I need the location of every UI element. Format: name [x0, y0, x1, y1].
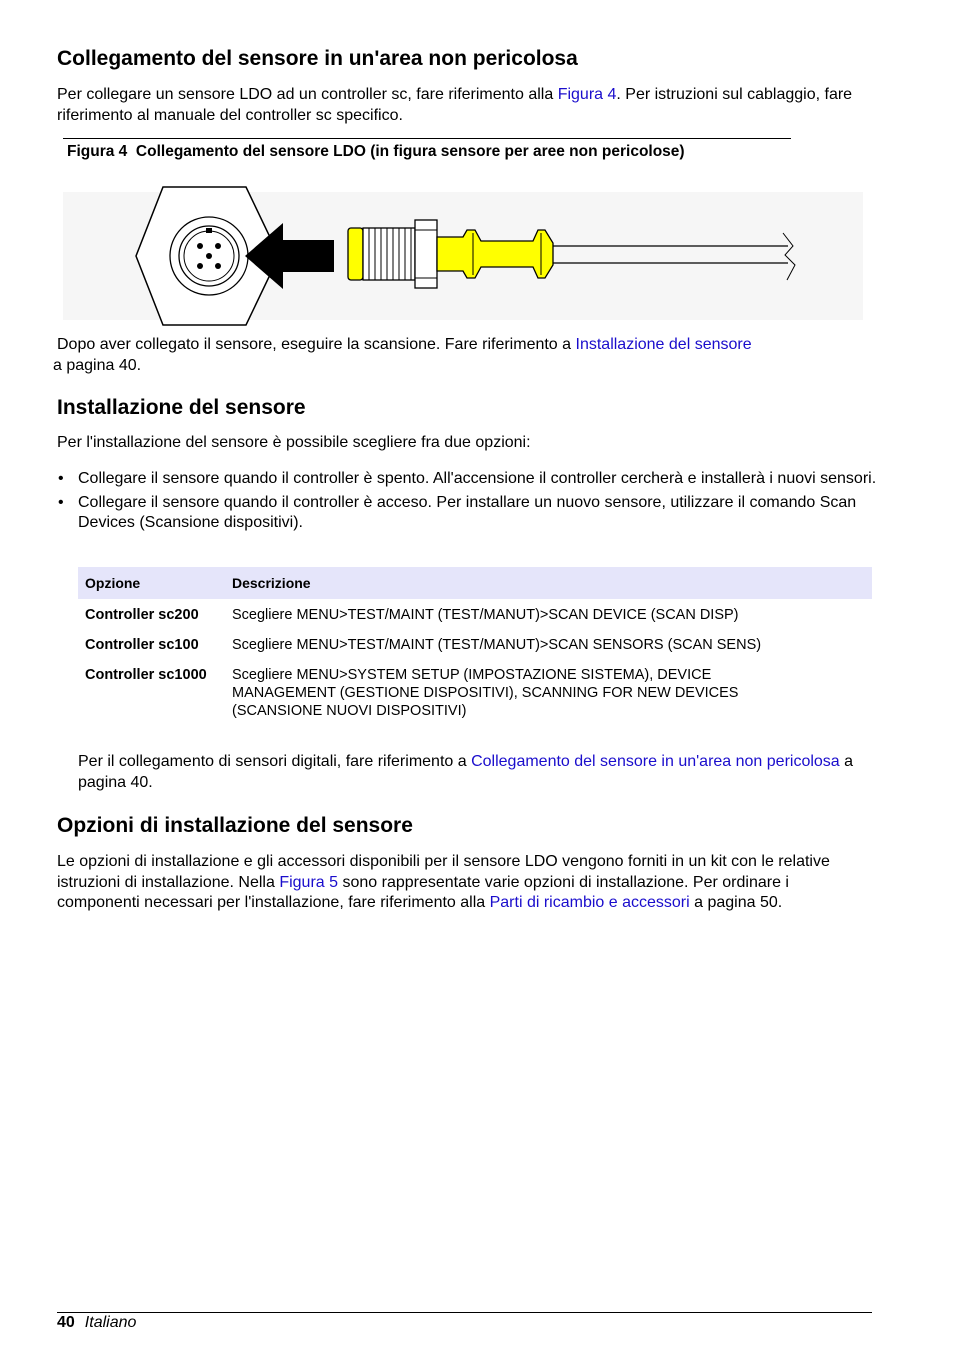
options-text-2: sono rappresentate varie opzioni di installazione. Per ordinare i componenti necessari per l'installazione, fare riferimento alla	[57, 873, 789, 911]
table-row	[78, 659, 872, 725]
option-cell: Controller sc100	[85, 637, 199, 653]
options-table	[78, 567, 872, 725]
bullet-icon: •	[58, 493, 64, 511]
bullet-text: Collegare il sensore quando il controller è acceso. Per installare un nuovo sensore, utilizzare il comando Scan Devices (Scansione dispositivi).	[78, 493, 857, 531]
footer-language: Italiano	[84, 1314, 137, 1331]
digital-sensor-note	[78, 752, 868, 793]
table-header-row	[78, 567, 872, 599]
column-header-option: Opzione	[78, 567, 225, 599]
options-text-1: Le opzioni di installazione e gli accessori disponibili per il sensore LDO vengono forniti in un kit con le relative istruzioni di installazione. Nella	[57, 853, 830, 891]
after-figure-text-start: Dopo aver collegato il sensore, eseguire la scansione. Fare riferimento a	[57, 336, 576, 353]
options-text-3: a pagina 50.	[689, 894, 783, 911]
parti-ricambio-link[interactable]: Parti di ricambio e accessori	[489, 894, 690, 911]
description-cell: Scegliere MENU>TEST/MAINT (TEST/MANUT)>SCAN DEVICE (SCAN DISP)	[232, 607, 739, 623]
pin-3	[197, 263, 203, 269]
figure-label: Figura 4	[67, 143, 128, 160]
ldo-connection-figure	[63, 185, 863, 327]
bullet-icon: •	[58, 470, 64, 487]
install-options-paragraph	[57, 852, 865, 914]
note-text-start: Per il collegamento di sensori digitali, fare riferimento a	[78, 753, 472, 770]
installation-options-list	[58, 469, 878, 537]
section-heading-connection: Collegamento del sensore in un'area non pericolosa	[57, 47, 578, 70]
installation-intro: Per l'installazione del sensore è possibile scegliere fra due opzioni:	[57, 434, 531, 451]
after-figure-text-end: a pagina 40.	[53, 356, 142, 374]
figura-4-link[interactable]: Figura 4	[557, 86, 617, 103]
connection-paragraph	[57, 85, 857, 126]
collegamento-sensore-link[interactable]: Collegamento del sensore in un'area non pericolosa	[471, 753, 840, 770]
pin-2	[215, 243, 221, 249]
figure-caption	[67, 143, 685, 161]
table-row	[78, 629, 872, 659]
column-header-description: Descrizione	[225, 567, 872, 599]
figura-5-link[interactable]: Figura 5	[279, 873, 339, 891]
connection-text-start: Per collegare un sensore LDO ad un controller sc, fare riferimento alla	[57, 86, 558, 103]
table-row	[78, 599, 872, 629]
footer-rule	[57, 1312, 872, 1313]
section-heading-installation: Installazione del sensore	[57, 396, 306, 419]
page-number: 40	[57, 1314, 75, 1331]
option-cell: Controller sc1000	[85, 667, 207, 683]
description-cell: Scegliere MENU>TEST/MAINT (TEST/MANUT)>SCAN SENSORS (SCAN SENS)	[232, 637, 762, 653]
key-notch	[206, 228, 212, 233]
note-text-end: a pagina 40.	[78, 753, 854, 791]
page-footer	[57, 1313, 136, 1333]
pin-center	[206, 253, 212, 259]
bullet-text: Collegare il sensore quando il controller è spento. All'accensione il controller cercherà e installerà i nuovi sensori.	[78, 470, 877, 487]
after-figure-paragraph	[53, 335, 867, 376]
figure-top-rule	[63, 138, 791, 139]
list-item	[58, 493, 878, 534]
section-heading-install-options: Opzioni di installazione del sensore	[57, 814, 413, 837]
figure-caption-text: Collegamento del sensore LDO (in figura sensore per aree non pericolose)	[135, 143, 685, 160]
installazione-sensore-link[interactable]: Installazione del sensore	[575, 336, 752, 353]
connection-text-end: . Per istruzioni sul cablaggio, fare riferimento al manuale del controller sc specifico.	[57, 86, 853, 124]
list-item	[58, 469, 878, 490]
pin-4	[215, 263, 221, 269]
option-cell: Controller sc200	[85, 607, 199, 623]
pin-1	[197, 243, 203, 249]
description-cell: Scegliere MENU>SYSTEM SETUP (IMPOSTAZIONE SISTEMA), DEVICE MANAGEMENT (GESTIONE DISPOSITIVI), SCANNING FOR NEW DEVICES (SCANSIONE NUOVI DISPOSITIVI)	[232, 667, 739, 719]
